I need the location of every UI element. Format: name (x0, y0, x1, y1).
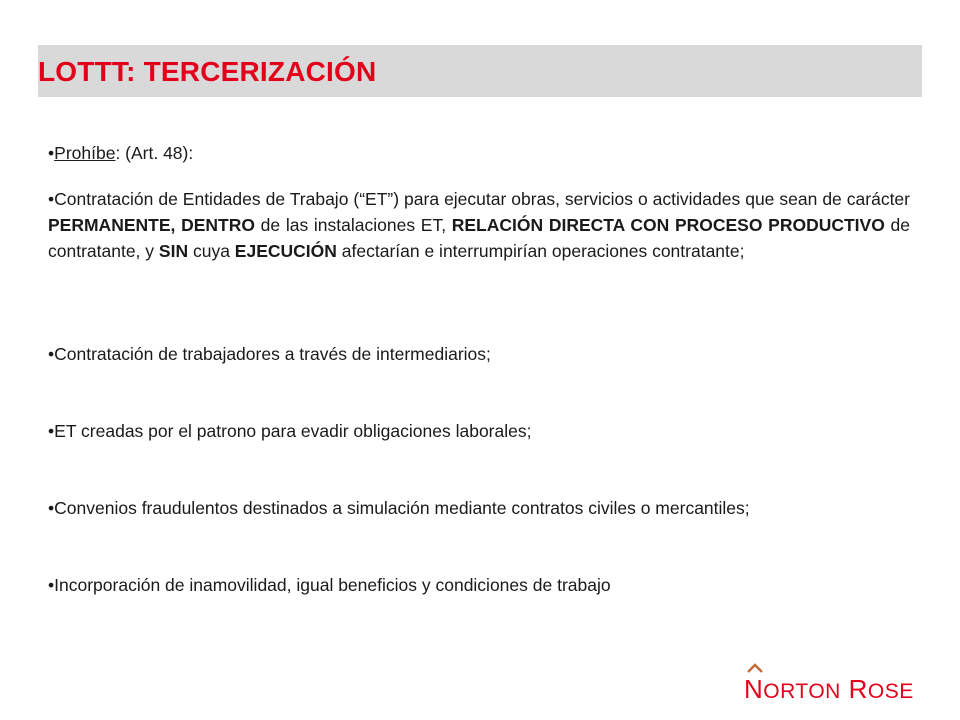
bullet-mark: • (48, 189, 55, 209)
logo-letter-r: R (848, 674, 868, 704)
norton-rose-logo (744, 662, 924, 704)
item2-bold-2: RELACIÓN DIRECTA CON PROCESO PRODUCTIVO (451, 215, 885, 235)
item2-bold-3: SIN (158, 241, 189, 261)
logo-ose: OSE (867, 680, 914, 703)
bullet-incorporacion (48, 572, 910, 598)
item2-text-3: de contratante, y (48, 215, 911, 261)
item2-text-1: Contratación de Entidades de Trabajo (“ET”) para ejecutar obras, servicios o actividades que sean de carácter (54, 189, 910, 209)
title-bar (38, 45, 922, 97)
item2-text-5: afectarían e interrumpirían operaciones contratante; (336, 241, 745, 261)
bullet-et-creadas (48, 418, 910, 444)
bullet-mark: • (48, 344, 55, 364)
bullet-convenios (48, 495, 910, 521)
logo-wordmark (744, 674, 914, 705)
bullet-prohibe (48, 140, 910, 166)
bullet-intermediarios (48, 341, 910, 367)
chevron-up-icon (746, 662, 764, 674)
item6-text: Incorporación de inamovilidad, igual beneficios y condiciones de trabajo (54, 575, 611, 595)
bullet-contratacion-et (48, 186, 910, 264)
bullet-mark: • (48, 421, 55, 441)
item2-text-2: de las instalaciones ET, (254, 215, 452, 235)
bullet-mark: • (48, 143, 55, 163)
bullet-mark: • (48, 498, 55, 518)
item3-text: Contratación de trabajadores a través de intermediarios; (54, 344, 491, 364)
item2-text-4: cuya (188, 241, 235, 261)
logo-orton: ORTON (763, 680, 841, 703)
slide-title: LOTTT: TERCERIZACIÓN (38, 56, 377, 87)
prohibe-article: : (Art. 48): (115, 143, 194, 163)
item2-bold-4: EJECUCIÓN (234, 241, 337, 261)
logo-letter-n: N (744, 674, 764, 704)
item5-text: Convenios fraudulentos destinados a simulación mediante contratos civiles o mercantiles; (54, 498, 750, 518)
item2-bold-1: PERMANENTE, DENTRO (48, 215, 255, 235)
bullet-mark: • (48, 575, 55, 595)
prohibe-label: Prohíbe (54, 143, 116, 163)
item4-text: ET creadas por el patrono para evadir obligaciones laborales; (54, 421, 532, 441)
